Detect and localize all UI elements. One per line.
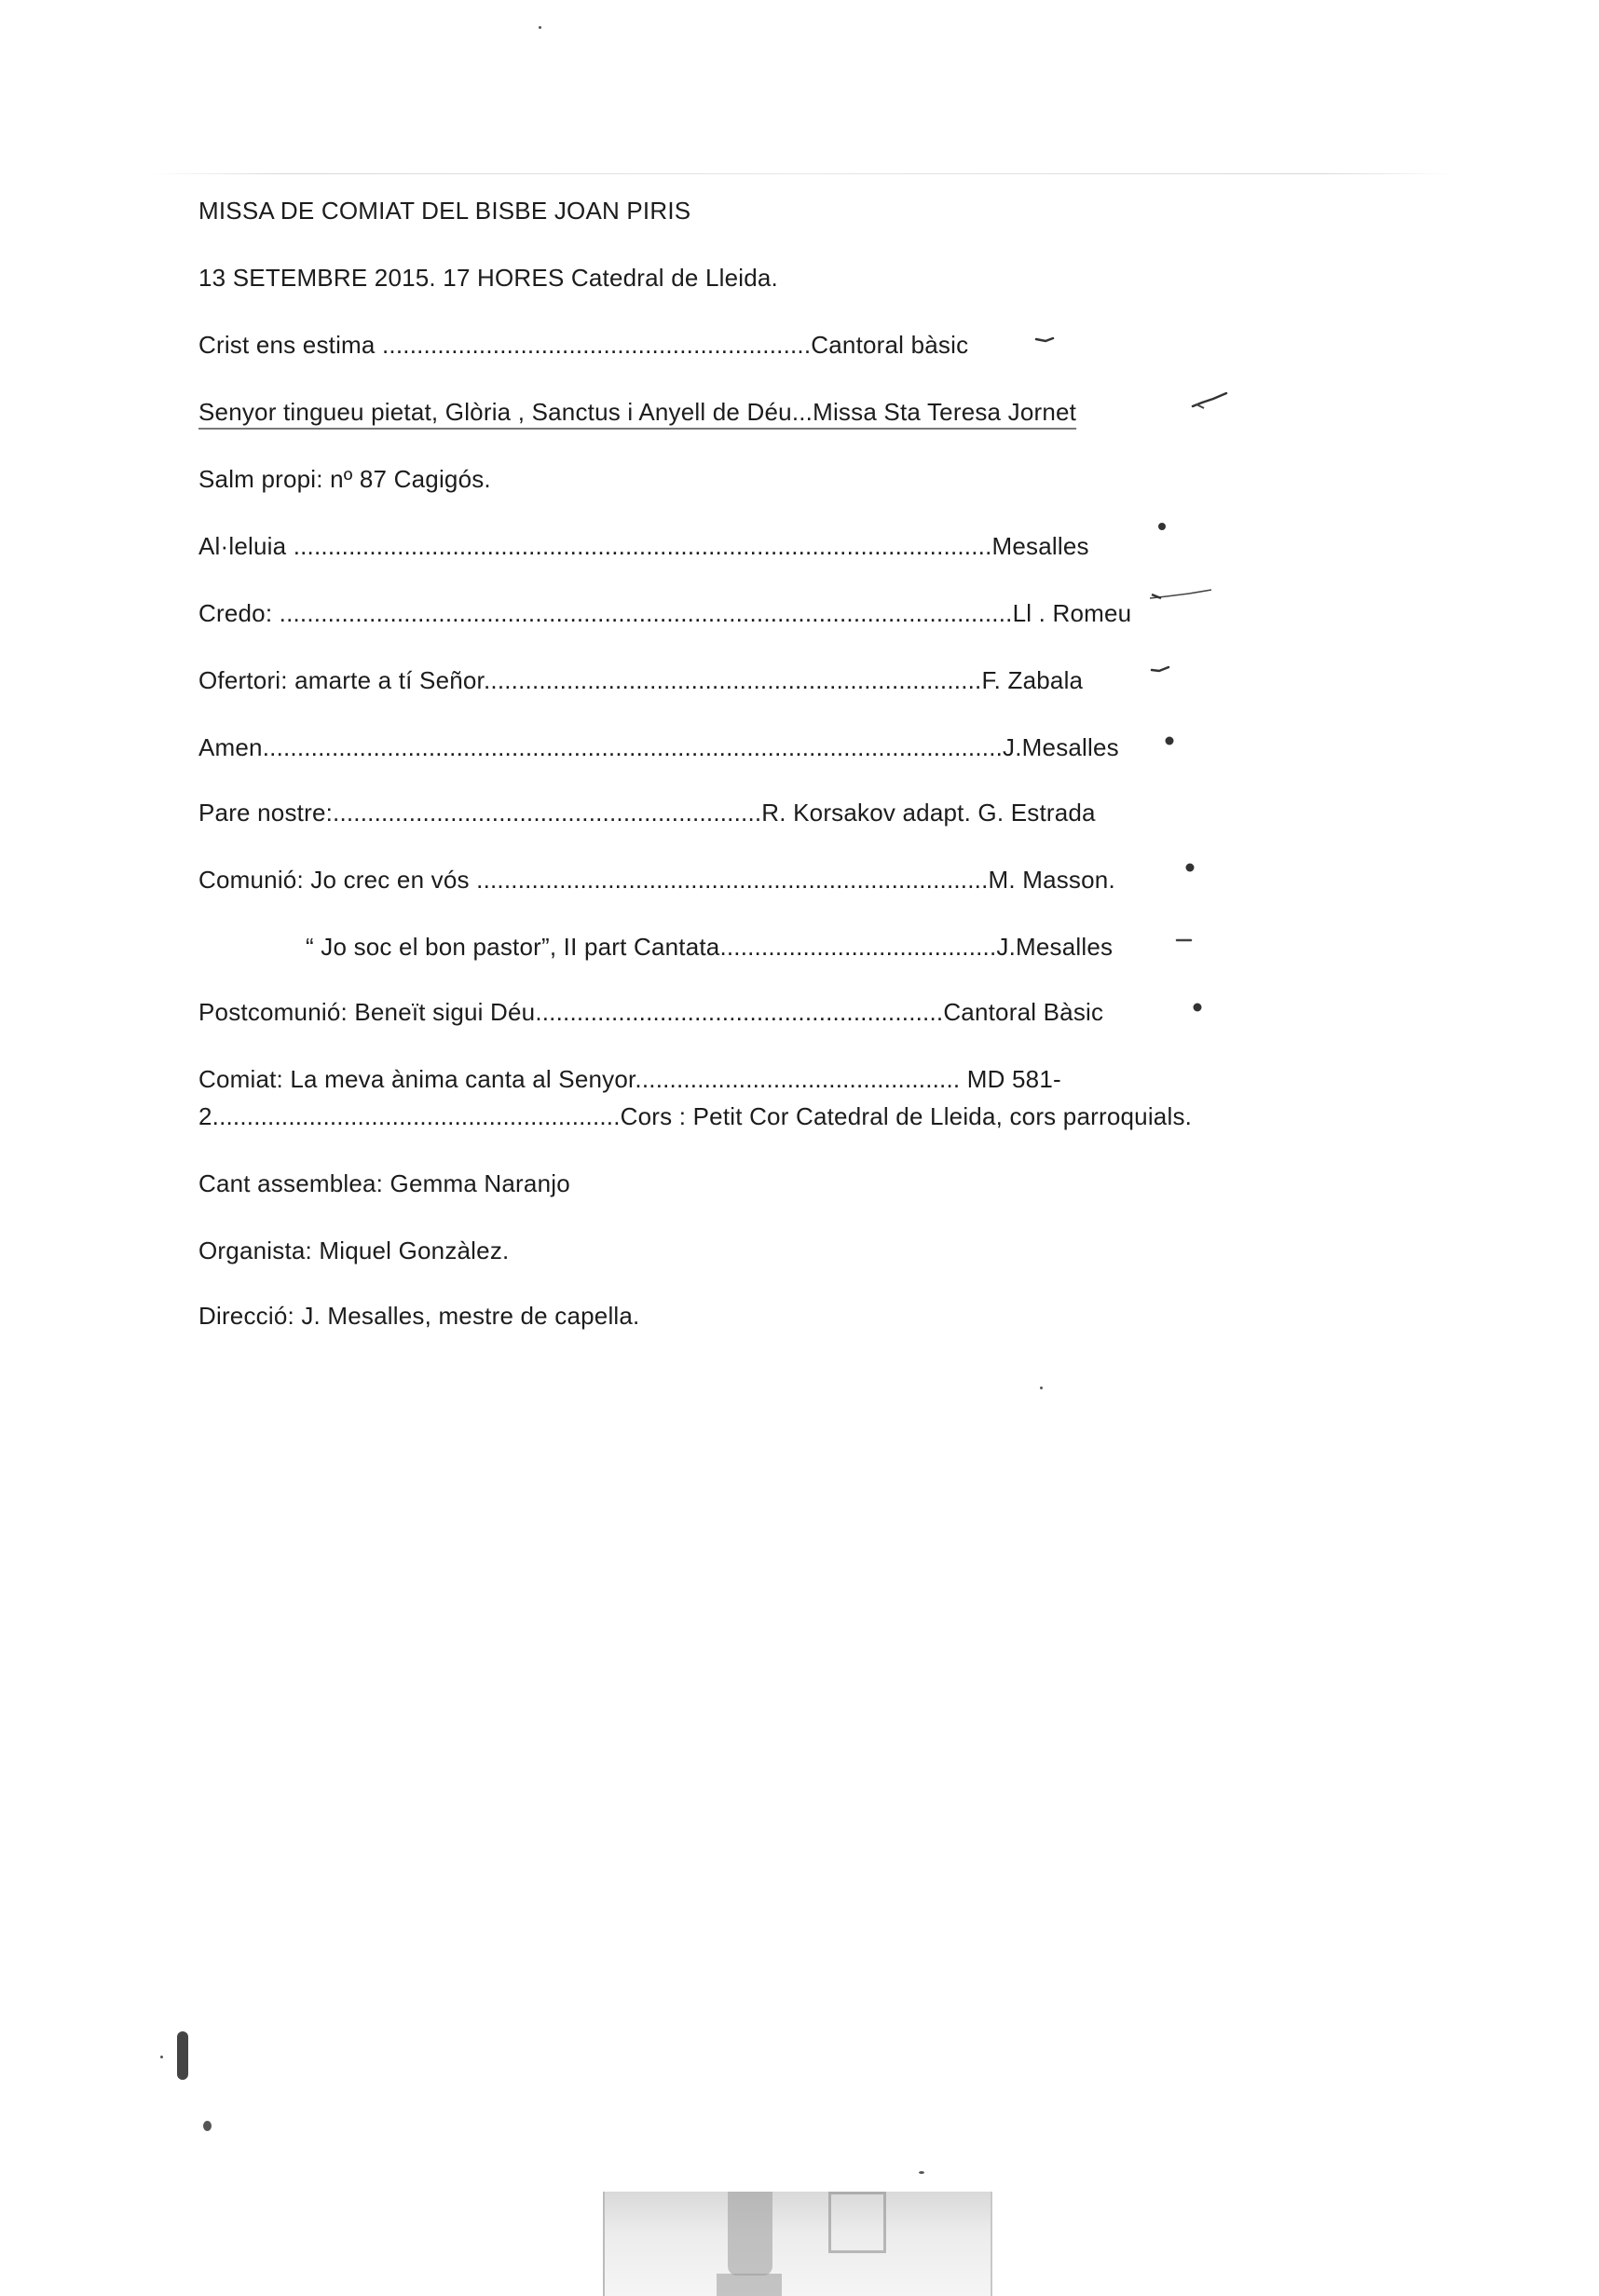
program-line-comiat: Comiat: La meva ànima canta al Senyor............................................... MD 581- (198, 1065, 1061, 1093)
scan-speck (919, 2171, 924, 2174)
program-line-postcomunio: Postcomunió: Beneït sigui Déu...........................................................Cantoral Bàsic (198, 998, 1104, 1026)
program-line-direccio: Direcció: J. Mesalles, mestre de capella. (198, 1302, 640, 1330)
strip-shape (717, 2274, 782, 2296)
program-line-alleluia: Al·leluia .....................................................................................................Mesalles (198, 532, 1089, 560)
scan-speck (177, 2031, 188, 2080)
program-line-amen: Amen...........................................................................................................J.Mesalles (198, 733, 1119, 761)
handwritten-dot-icon (1155, 520, 1168, 533)
strip-shape (828, 2192, 886, 2253)
scan-artifact-rule (149, 173, 1454, 174)
program-line-ofertori: Ofertori: amarte a tí Señor........................................................................F. Zabala (198, 666, 1084, 694)
program-line-cors: 2...........................................................Cors : Petit Cor Catedral de Lleida, cors parroquials. (198, 1102, 1193, 1130)
scanner-edge-strip (603, 2192, 992, 2296)
scan-speck (1040, 1387, 1043, 1389)
program-line-credo: Credo: ..........................................................................................................Ll . Romeu (198, 599, 1132, 627)
program-line-pare-nostre: Pare nostre:..............................................................R. Korsakov adapt. G. Estrada (198, 799, 1096, 827)
program-line-assemblea: Cant assemblea: Gemma Naranjo (198, 1169, 570, 1197)
document-title: MISSA DE COMIAT DEL BISBE JOAN PIRIS (198, 197, 691, 225)
handwritten-dot-icon (1191, 1001, 1204, 1014)
scan-speck (539, 26, 541, 29)
program-line-organista: Organista: Miquel Gonzàlez. (198, 1237, 510, 1264)
scan-speck (160, 2056, 163, 2058)
program-line-salm: Salm propi: nº 87 Cagigós. (198, 465, 491, 493)
strip-shape (728, 2192, 772, 2276)
handwritten-tick-icon (1191, 391, 1228, 412)
scan-speck (203, 2121, 212, 2131)
handwritten-tick-icon (1150, 665, 1170, 675)
program-line-bon-pastor: “ Jo soc el bon pastor”, II part Cantata........................................J.Mesalles (306, 933, 1114, 961)
handwritten-dot-icon (1183, 861, 1196, 874)
program-line-ordinary: Senyor tingueu pietat, Glòria , Sanctus i Anyell de Déu...Missa Sta Teresa Jornet (198, 398, 1077, 426)
handwritten-tick-icon (1148, 585, 1213, 604)
date-line: 13 SETEMBRE 2015. 17 HORES Catedral de Lleida. (198, 264, 778, 292)
program-line-crist: Crist ens estima ..............................................................Cantoral bàsic (198, 331, 969, 359)
handwritten-tick-icon (1034, 335, 1055, 345)
handwritten-dot-icon (1163, 734, 1176, 747)
handwritten-tick-icon (1174, 936, 1195, 945)
program-line-comunio: Comunió: Jo crec en vós ..........................................................................M. Masson. (198, 866, 1115, 894)
